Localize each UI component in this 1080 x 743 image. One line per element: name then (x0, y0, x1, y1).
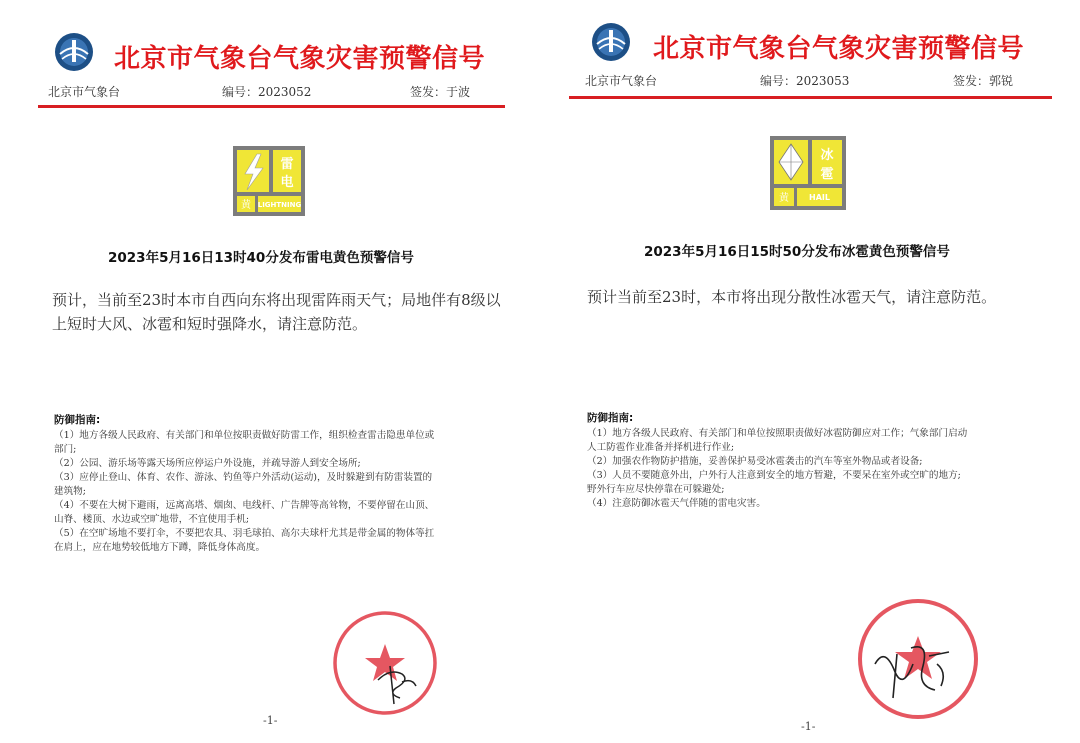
header-title: 北京市气象台气象灾害预警信号 (114, 44, 486, 74)
signal-char-1: 雷 (280, 157, 294, 172)
guide-item: （3）应停止登山、体育、农作、游泳、钓鱼等户外活动(运动)，及时躲避到有防雷装置的 (54, 472, 433, 483)
signal-en-label: LIGHTNING (257, 201, 302, 209)
guide-item: 人工防雹作业准备并择机进行作业; (587, 442, 735, 453)
guide-item: （4）注意防御冰雹天气伴随的雷电灾害。 (587, 498, 766, 509)
hail-signal-icon (770, 136, 846, 210)
forecast-line: 预计当前至23时，本市将出现分散性冰雹天气，请注意防范。 (587, 288, 997, 306)
page-number: -1- (263, 714, 278, 727)
forecast-text (587, 285, 996, 309)
guide-item: 部门; (54, 444, 77, 455)
headline: 2023年5月16日15时50分发布冰雹黄色预警信号 (644, 244, 950, 260)
header-divider (569, 96, 1052, 99)
guide-item: 野外行车应尽快停靠在可躲避处; (587, 484, 725, 495)
header-title: 北京市气象台气象灾害预警信号 (653, 34, 1025, 64)
guide-item: （5）在空旷场地不要打伞，不要把农具、羽毛球拍、高尔夫球杆尤其是带金属的物体等扛 (54, 528, 435, 539)
serial-number: 编号：2023053 (760, 74, 850, 88)
official-seal (330, 608, 440, 718)
guide-list (54, 429, 434, 555)
header-divider (38, 105, 505, 108)
warning-document-hail (555, 0, 1080, 743)
signal-level-char: 黄 (779, 193, 789, 204)
forecast-line: 预计，当前至23时本市自西向东将出现雷阵雨天气；局地伴有8级以 (52, 291, 501, 309)
official-seal (853, 594, 983, 724)
guide-title: 防御指南: (587, 412, 634, 424)
guide-list (587, 427, 967, 511)
signal-char-1: 冰 (820, 148, 834, 163)
guide-item: （1）地方各级人民政府、有关部门和单位按职责做好防雷工作，组织检查雷击隐患单位或 (54, 430, 435, 441)
headline: 2023年5月16日13时40分发布雷电黄色预警信号 (108, 250, 414, 266)
signal-char-2: 雹 (820, 167, 834, 182)
page-number: -1- (801, 720, 816, 733)
signal-en-label: HAIL (809, 193, 830, 202)
signal-level-char: 黄 (241, 200, 251, 211)
guide-item: 山脊、楼顶、水边或空旷地带，不宜使用手机; (54, 514, 250, 525)
issuer-label: 北京市气象台 (48, 85, 121, 99)
signer-label: 签发：于波 (410, 85, 471, 99)
meteorological-logo-icon (54, 32, 94, 72)
forecast-line: 上短时大风、冰雹和短时强降水，请注意防范。 (52, 315, 368, 333)
guide-item: （4）不要在大树下避雨，远离高塔、烟囱、电线杆、广告牌等高耸物，不要停留在山顶、 (54, 500, 435, 511)
signal-char-2: 电 (280, 175, 294, 190)
guide-item: 建筑物; (54, 486, 87, 497)
guide-item: （2）公园、游乐场等露天场所应停运户外设施，并疏导游人到安全场所; (54, 458, 361, 469)
guide-item: （3）人员不要随意外出，户外行人注意到安全的地方暂避，不要呆在室外或空旷的地方; (587, 470, 961, 481)
guide-item: （2）加强农作物防护措施，妥善保护易受冰雹袭击的汽车等室外物品或者设备; (587, 456, 923, 467)
lightning-signal-icon (233, 146, 305, 216)
meteorological-logo-icon (591, 22, 631, 62)
issuer-label: 北京市气象台 (585, 74, 658, 88)
serial-number: 编号：2023052 (222, 85, 312, 99)
guide-item: 在肩上，应在地势较低地方下蹲，降低身体高度。 (54, 542, 266, 553)
signer-label: 签发：郭锐 (953, 74, 1014, 88)
forecast-text (52, 288, 501, 336)
guide-title: 防御指南: (54, 414, 101, 426)
guide-item: （1）地方各级人民政府、有关部门和单位按照职责做好冰雹防御应对工作；气象部门启动 (587, 428, 968, 439)
